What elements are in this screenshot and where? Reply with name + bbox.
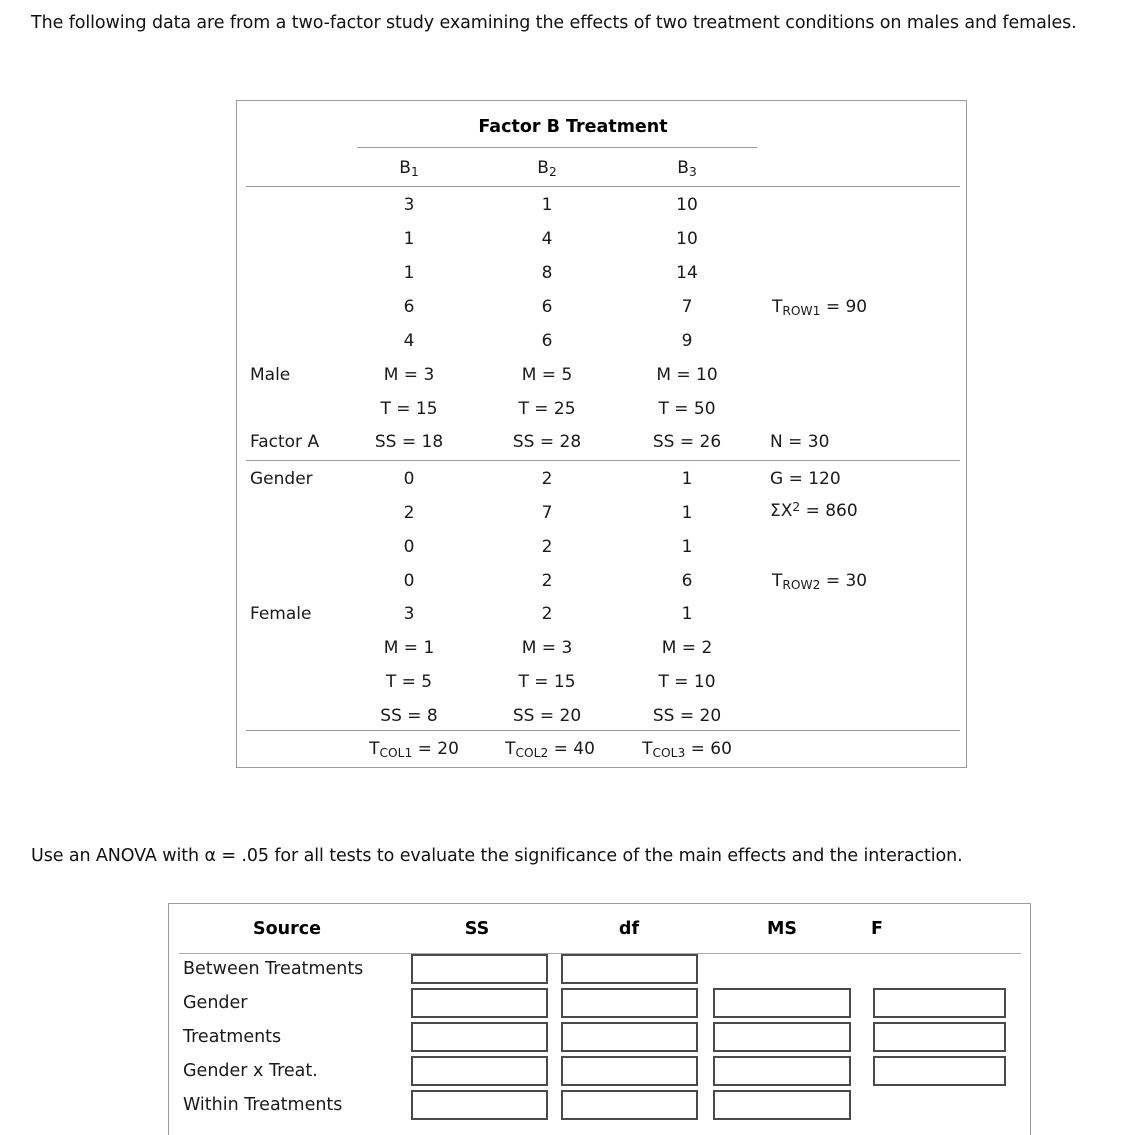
input-between-treatments-ss[interactable] <box>411 954 548 984</box>
female-ss-b1: SS = 8 <box>380 706 438 726</box>
row-label-gender: Gender <box>250 469 313 489</box>
female-score-r2-b2: 7 <box>541 503 553 523</box>
sum-x-squared-summary: $\Sigma X^2 = 860$ <box>770 499 858 521</box>
male-score-r5-b1: 4 <box>403 331 415 351</box>
female-ss-b3: SS = 20 <box>652 706 722 726</box>
male-score-r1-b1: 3 <box>403 195 415 215</box>
two-factor-data-table <box>236 100 967 768</box>
male-mean-b1: M = 3 <box>383 365 435 385</box>
input-treatments-df[interactable] <box>561 1022 698 1052</box>
female-mean-b3: M = 2 <box>661 638 713 658</box>
male-score-r2-b3: 10 <box>676 229 698 249</box>
input-within-treatments-ms[interactable] <box>713 1090 851 1120</box>
male-score-r3-b1: 1 <box>403 263 415 283</box>
male-score-r4-b2: 6 <box>541 297 553 317</box>
male-score-r4-b1: 6 <box>403 297 415 317</box>
female-score-r5-b2: 2 <box>541 604 553 624</box>
row-label-female: Female <box>250 604 312 624</box>
anova-row-label-between-treatments: Between Treatments <box>183 959 364 979</box>
female-score-r3-b1: 0 <box>403 537 415 557</box>
input-gender-x-treat-ms[interactable] <box>713 1056 851 1086</box>
anova-summary-table <box>168 903 1031 1135</box>
anova-header-ms: MS <box>766 919 798 939</box>
anova-header-ss: SS <box>464 919 490 939</box>
input-gender-ss[interactable] <box>411 988 548 1018</box>
anova-instruction-paragraph: Use an ANOVA with α = .05 for all tests to evaluate the significance of the main effects and the interaction. <box>31 846 963 866</box>
male-score-r2-b1: 1 <box>403 229 415 249</box>
female-score-r2-b3: 1 <box>681 503 693 523</box>
input-gender-df[interactable] <box>561 988 698 1018</box>
male-total-b3: T = 50 <box>658 399 716 419</box>
input-between-treatments-df[interactable] <box>561 954 698 984</box>
male-score-r1-b3: 10 <box>676 195 698 215</box>
input-gender-x-treat-df[interactable] <box>561 1056 698 1086</box>
t-row1-summary: $T_{ROW1} = 90$ <box>772 297 868 319</box>
input-within-treatments-ss[interactable] <box>411 1090 548 1120</box>
male-score-r5-b2: 6 <box>541 331 553 351</box>
female-mean-b2: M = 3 <box>521 638 573 658</box>
male-score-r3-b2: 8 <box>541 263 553 283</box>
anova-header-f: F <box>871 919 883 939</box>
male-score-r1-b2: 1 <box>541 195 553 215</box>
input-gender-f[interactable] <box>873 988 1006 1018</box>
column-total-1: $T_{COL1} = 20$ <box>369 739 459 761</box>
column-header-b3: $B_3$ <box>677 158 697 180</box>
female-score-r3-b2: 2 <box>541 537 553 557</box>
input-treatments-f[interactable] <box>873 1022 1006 1052</box>
male-ss-b2: SS = 28 <box>512 432 582 452</box>
female-score-r1-b2: 2 <box>541 469 553 489</box>
male-total-b2: T = 25 <box>518 399 576 419</box>
male-ss-b3: SS = 26 <box>652 432 722 452</box>
header-rule <box>246 186 960 187</box>
g-summary: G = 120 <box>770 469 841 489</box>
female-ss-b2: SS = 20 <box>512 706 582 726</box>
female-total-b3: T = 10 <box>658 672 716 692</box>
anova-header-source: Source <box>253 919 321 939</box>
male-total-b1: T = 15 <box>380 399 438 419</box>
input-gender-ms[interactable] <box>713 988 851 1018</box>
column-total-2: $T_{COL2} = 40$ <box>505 739 595 761</box>
female-score-r1-b1: 0 <box>403 469 415 489</box>
input-treatments-ss[interactable] <box>411 1022 548 1052</box>
anova-row-label-treatments: Treatments <box>183 1027 282 1047</box>
factor-b-title: Factor B Treatment <box>478 117 668 137</box>
column-header-b1: $B_1$ <box>399 158 419 180</box>
anova-row-label-gender-x-treat: Gender x Treat. <box>183 1061 318 1081</box>
female-total-b2: T = 15 <box>518 672 576 692</box>
female-mean-b1: M = 1 <box>383 638 435 658</box>
anova-row-label-within-treatments: Within Treatments <box>183 1095 343 1115</box>
t-row2-summary: $T_{ROW2} = 30$ <box>772 571 868 593</box>
input-treatments-ms[interactable] <box>713 1022 851 1052</box>
male-score-r5-b3: 9 <box>681 331 693 351</box>
column-totals-rule <box>246 730 960 731</box>
female-total-b1: T = 5 <box>385 672 433 692</box>
anova-header-df: df <box>618 919 640 939</box>
female-score-r3-b3: 1 <box>681 537 693 557</box>
female-score-r4-b2: 2 <box>541 571 553 591</box>
male-mean-b2: M = 5 <box>521 365 573 385</box>
male-mean-b3: M = 10 <box>656 365 718 385</box>
female-score-r2-b1: 2 <box>403 503 415 523</box>
factor-b-rule <box>357 147 757 148</box>
input-within-treatments-df[interactable] <box>561 1090 698 1120</box>
anova-row-label-gender: Gender <box>183 993 248 1013</box>
male-ss-b1: SS = 18 <box>374 432 444 452</box>
female-score-r5-b3: 1 <box>681 604 693 624</box>
male-score-r4-b3: 7 <box>681 297 693 317</box>
row-label-factor-a: Factor A <box>250 432 320 452</box>
input-gender-x-treat-ss[interactable] <box>411 1056 548 1086</box>
female-score-r1-b3: 1 <box>681 469 693 489</box>
column-header-b2: $B_2$ <box>537 158 557 180</box>
female-score-r4-b1: 0 <box>403 571 415 591</box>
data-table-inner <box>237 101 966 767</box>
input-gender-x-treat-f[interactable] <box>873 1056 1006 1086</box>
female-score-r5-b1: 3 <box>403 604 415 624</box>
male-score-r2-b2: 4 <box>541 229 553 249</box>
column-total-3: $T_{COL3} = 60$ <box>642 739 732 761</box>
gender-divider-rule <box>246 460 960 461</box>
row-label-male: Male <box>250 365 291 385</box>
n-summary: N = 30 <box>770 432 830 452</box>
male-score-r3-b3: 14 <box>676 263 698 283</box>
intro-paragraph: The following data are from a two-factor study examining the effects of two treatment conditions on males and females. <box>31 13 1077 33</box>
female-score-r4-b3: 6 <box>681 571 693 591</box>
